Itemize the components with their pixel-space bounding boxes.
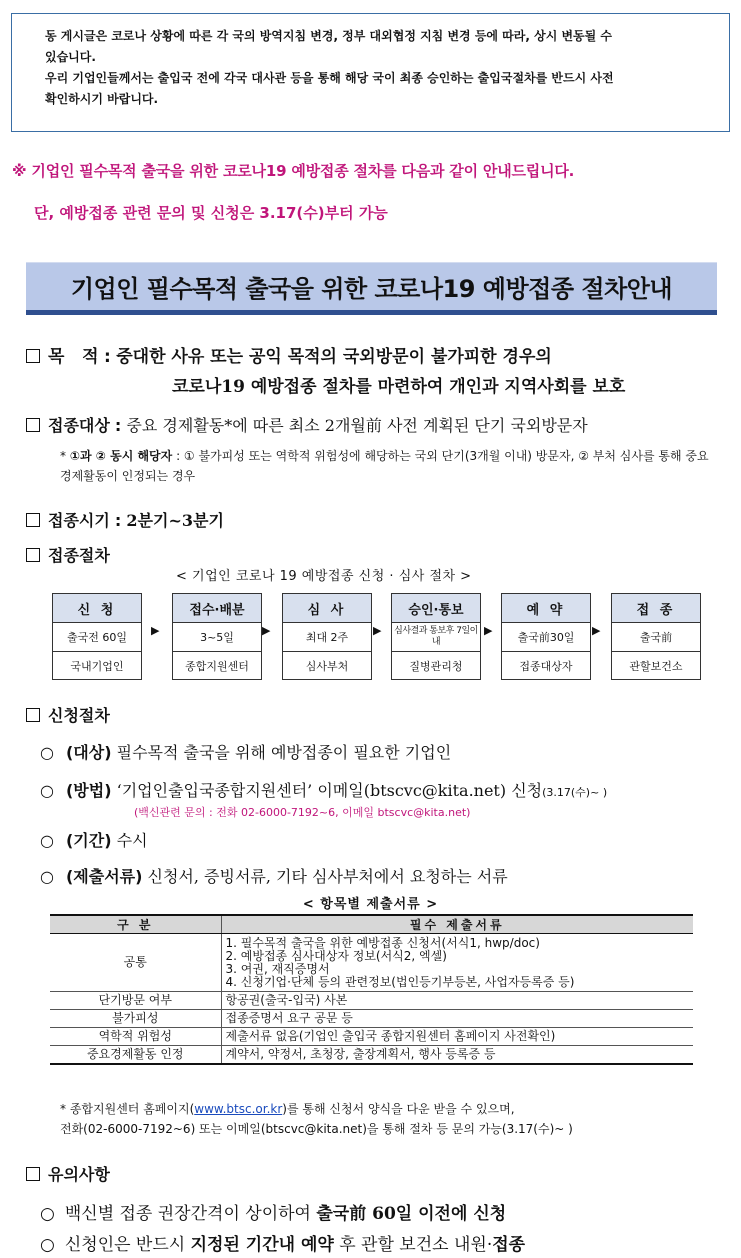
flow-step-actor: 심사부처 bbox=[305, 659, 349, 673]
application-period bbox=[40, 828, 148, 851]
flow-step-actor: 접종대상자 bbox=[519, 659, 573, 673]
checkbox-square-icon bbox=[26, 418, 40, 432]
arrow-right-icon: ▶ bbox=[484, 624, 493, 637]
flow-step-actor: 관할보건소 bbox=[629, 659, 683, 673]
purpose-text-1: 중대한 사유 또는 공익 목적의 국외방문이 불가피한 경우의 bbox=[116, 347, 552, 367]
notice-box bbox=[11, 13, 730, 132]
flow-step-period: 최대 2주 bbox=[283, 623, 371, 652]
procedure-label: 접종절차 bbox=[48, 546, 110, 565]
doc-line: 1. 필수목적 출국을 위한 예방접종 신청서(서식1, hwp/doc) bbox=[225, 936, 540, 950]
period-text: 2분기~3분기 bbox=[126, 511, 224, 530]
caution-text: 후 관할 보건소 내원· bbox=[333, 1235, 493, 1255]
target-text: 중요 경제활동*에 따른 최소 2개월前 사전 계획된 단기 국외방문자 bbox=[126, 416, 588, 435]
notice-line: 있습니다. bbox=[45, 50, 96, 64]
arrow-right-icon: ▶ bbox=[262, 624, 271, 637]
footnote-text: )를 통해 신청서 양식을 다운 받을 수 있으며, bbox=[282, 1102, 515, 1116]
docs-table bbox=[50, 914, 693, 1065]
procedure-section bbox=[26, 543, 110, 566]
colon: : bbox=[114, 416, 122, 435]
table-row bbox=[50, 1010, 693, 1028]
application-section bbox=[26, 703, 110, 726]
bullet-label: (대상) bbox=[65, 743, 112, 762]
table-value-cell bbox=[221, 934, 693, 992]
footnote bbox=[60, 1099, 720, 1139]
guide-subheading: 단, 예방접종 관련 문의 및 신청은 3.17(수)부터 가능 bbox=[34, 204, 388, 222]
column-header: 구 분 bbox=[50, 915, 221, 934]
table-row bbox=[50, 934, 693, 992]
application-target bbox=[40, 740, 451, 763]
column-header: 필수 제출서류 bbox=[221, 915, 693, 934]
flow-step bbox=[172, 593, 262, 680]
table-header-row bbox=[50, 915, 693, 934]
table-key-cell: 공통 bbox=[50, 934, 221, 992]
caution-text: 백신별 접종 권장간격이 상이하여 bbox=[64, 1204, 317, 1224]
target-note bbox=[60, 446, 720, 486]
notice-line: 확인하시기 바랍니다. bbox=[45, 92, 159, 106]
arrow-right-icon: ▶ bbox=[373, 624, 382, 637]
caution-emphasis: 지정된 기간내 예약 bbox=[190, 1235, 334, 1255]
flow-step-head: 심 사 bbox=[283, 594, 371, 623]
checkbox-square-icon bbox=[26, 513, 40, 527]
checkbox-square-icon bbox=[26, 349, 40, 363]
notice-line: 우리 기업인들께서는 출입국 전에 각국 대사관 등을 통해 해당 국이 최종 승인하는 출입국절차를 반드시 사전 bbox=[45, 71, 614, 85]
colon: : bbox=[114, 511, 122, 530]
flow-step-head: 예 약 bbox=[502, 594, 590, 623]
arrow-right-icon: ▶ bbox=[592, 624, 601, 637]
bullet-label: (방법) bbox=[65, 781, 112, 800]
doc-line: 4. 신청기업·단체 등의 관련정보(법인등기부등본, 사업자등록증 등) bbox=[225, 975, 575, 989]
note-star: * bbox=[60, 449, 66, 463]
flow-step bbox=[282, 593, 372, 680]
caution-label: 유의사항 bbox=[48, 1165, 110, 1184]
bullet-circle-icon: ○ bbox=[40, 831, 54, 850]
bullet-circle-icon: ○ bbox=[40, 1235, 55, 1255]
target-note-label: ①과 ② 동시 해당자 bbox=[69, 449, 173, 463]
caution-text: 신청인은 반드시 bbox=[64, 1235, 191, 1255]
colon: : bbox=[104, 347, 111, 367]
flow-step bbox=[391, 593, 481, 680]
purpose-label: 목 적 bbox=[48, 347, 99, 367]
table-row bbox=[50, 1046, 693, 1064]
checkbox-square-icon bbox=[26, 708, 40, 722]
flow-step-actor: 질병관리청 bbox=[409, 659, 463, 673]
bullet-text: ‘기업인출입국종합지원센터’ 이메일(btscvc@kita.net) 신청 bbox=[116, 781, 543, 800]
table-value-cell: 접종증명서 요구 공문 등 bbox=[221, 1010, 693, 1028]
bullet-label: (제출서류) bbox=[65, 867, 143, 886]
flow-step-period: 출국전 60일 bbox=[53, 623, 141, 652]
page-title: 기업인 필수목적 출국을 위한 코로나19 예방접종 절차안내 bbox=[70, 275, 673, 303]
target-section bbox=[26, 413, 736, 436]
page-title-banner bbox=[26, 262, 717, 315]
table-value-cell: 제출서류 없음(기업인 출입국 종합지원센터 홈페이지 사전확인) bbox=[221, 1028, 693, 1046]
flow-step-head: 접수·배분 bbox=[173, 594, 261, 623]
target-note-text: : ① 불가피성 또는 역학적 위험성에 해당하는 국외 단기(3개월 이내) 방문자, ② 부처 심사를 통해 중요 경제활동이 인정되는 경우 bbox=[60, 449, 709, 483]
bullet-label: (기간) bbox=[65, 831, 112, 850]
flow-step-period: 심사결과 통보후 7일이내 bbox=[392, 623, 480, 652]
table-row bbox=[50, 1028, 693, 1046]
flow-step-head: 신 청 bbox=[53, 594, 141, 623]
guide-heading: ※ 기업인 필수목적 출국을 위한 코로나19 예방접종 절차를 다음과 같이 안내드립니다. bbox=[12, 162, 575, 180]
checkbox-square-icon bbox=[26, 548, 40, 562]
inquiry-contact: (백신관련 문의 : 전화 02-6000-7192~6, 이메일 btscvc@kita.net) bbox=[134, 806, 471, 819]
application-method bbox=[40, 778, 607, 801]
flow-step-actor: 종합지원센터 bbox=[185, 659, 249, 673]
flow-step-period: 출국前 bbox=[612, 623, 700, 652]
flow-step-period: 출국前30일 bbox=[502, 623, 590, 652]
table-key-cell: 단기방문 여부 bbox=[50, 992, 221, 1010]
flow-step-period: 3~5일 bbox=[173, 623, 261, 652]
btsc-homepage-link[interactable]: www.btsc.or.kr bbox=[194, 1102, 283, 1116]
flow-step-actor: 국내기업인 bbox=[70, 659, 124, 673]
table-row bbox=[50, 992, 693, 1010]
bullet-circle-icon: ○ bbox=[40, 781, 54, 800]
procedure-subtitle: < 기업인 코로나 19 예방접종 신청 · 심사 절차 > bbox=[176, 569, 472, 584]
bullet-text: 신청서, 증빙서류, 기타 심사부처에서 요청하는 서류 bbox=[147, 867, 508, 886]
application-label: 신청절차 bbox=[48, 706, 110, 725]
footnote-text: 종합지원센터 홈페이지( bbox=[69, 1102, 195, 1116]
method-date: (3.17(수)~ ) bbox=[542, 786, 608, 799]
caution-emphasis: 출국前 60일 이전에 신청 bbox=[316, 1204, 507, 1224]
purpose-text-2: 코로나19 예방접종 절차를 마련하여 개인과 지역사회를 보호 bbox=[172, 377, 626, 397]
target-label: 접종대상 bbox=[48, 416, 110, 435]
docs-table-title: < 항목별 제출서류 > bbox=[302, 897, 439, 912]
notice-line: 동 게시글은 코로나 상황에 따른 각 국의 방역지침 변경, 정부 대외협정 지침 변경 등에 따라, 상시 변동될 수 bbox=[45, 29, 613, 43]
flow-step-head: 승인·통보 bbox=[392, 594, 480, 623]
flow-step bbox=[52, 593, 142, 680]
caution-item bbox=[40, 1230, 525, 1255]
period-section bbox=[26, 508, 224, 531]
table-key-cell: 중요경제활동 인정 bbox=[50, 1046, 221, 1064]
bullet-text: 필수목적 출국을 위해 예방접종이 필요한 기업인 bbox=[116, 743, 452, 762]
caution-emphasis: 접종 bbox=[492, 1235, 526, 1255]
table-key-cell: 역학적 위험성 bbox=[50, 1028, 221, 1046]
purpose-section bbox=[26, 342, 726, 402]
period-label: 접종시기 bbox=[48, 511, 110, 530]
doc-line: 2. 예방접종 심사대상자 정보(서식2, 엑셀) bbox=[225, 949, 447, 963]
bullet-circle-icon: ○ bbox=[40, 1204, 55, 1224]
doc-line: 3. 여권, 재직증명서 bbox=[225, 962, 330, 976]
caution-section bbox=[26, 1162, 110, 1185]
flow-step bbox=[501, 593, 591, 680]
bullet-circle-icon: ○ bbox=[40, 743, 54, 762]
note-star: * bbox=[60, 1102, 66, 1116]
table-value-cell: 항공권(출국-입국) 사본 bbox=[221, 992, 693, 1010]
bullet-circle-icon: ○ bbox=[40, 867, 54, 886]
table-value-cell: 계약서, 약정서, 초청장, 출장계획서, 행사 등록증 등 bbox=[221, 1046, 693, 1064]
checkbox-square-icon bbox=[26, 1167, 40, 1181]
arrow-right-icon: ▶ bbox=[151, 624, 160, 637]
bullet-text: 수시 bbox=[116, 831, 148, 850]
table-key-cell: 불가피성 bbox=[50, 1010, 221, 1028]
footnote-contact: 전화(02-6000-7192~6) 또는 이메일(btscvc@kita.net)을 통해 절차 등 문의 가능(3.17(수)~ ) bbox=[60, 1122, 573, 1136]
flow-step-head: 접 종 bbox=[612, 594, 700, 623]
flow-step bbox=[611, 593, 701, 680]
application-docs bbox=[40, 864, 508, 887]
caution-item bbox=[40, 1199, 506, 1224]
